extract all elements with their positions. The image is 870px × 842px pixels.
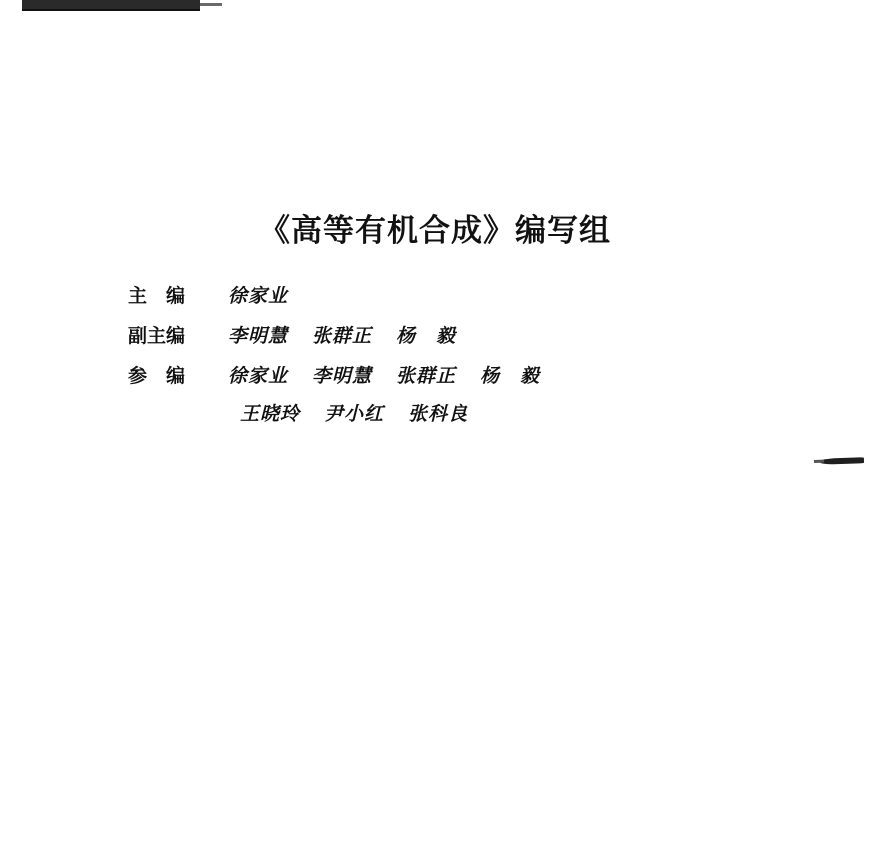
editor-name: 王晓玲 (240, 403, 301, 425)
scan-artifact-right-icon (820, 457, 864, 465)
editor-name: 张科良 (408, 403, 469, 425)
editorial-board-list (128, 283, 748, 441)
editor-name: 张群正 (396, 365, 457, 387)
role-label: 参 编 (128, 365, 186, 387)
name-group (228, 323, 748, 349)
page-title: 《高等有机合成》编写组 (259, 213, 611, 249)
editor-name: 张群正 (312, 325, 373, 347)
role-label: 副主编 (128, 325, 186, 347)
list-item (128, 363, 748, 389)
name-group (228, 401, 748, 427)
editor-name: 徐家业 (228, 285, 289, 307)
name-group (228, 283, 748, 309)
editor-name: 徐家业 (228, 365, 289, 387)
scan-artifact-top-icon (22, 0, 200, 11)
name-group (228, 363, 748, 389)
editor-name: 李明慧 (312, 365, 373, 387)
role-label: 主 编 (128, 285, 186, 307)
list-item (128, 283, 748, 309)
list-item (128, 401, 748, 427)
editor-name: 杨 毅 (480, 365, 541, 387)
editor-name: 尹小红 (324, 403, 385, 425)
list-item (128, 323, 748, 349)
editor-name: 李明慧 (228, 325, 289, 347)
editor-name: 杨 毅 (396, 325, 457, 347)
